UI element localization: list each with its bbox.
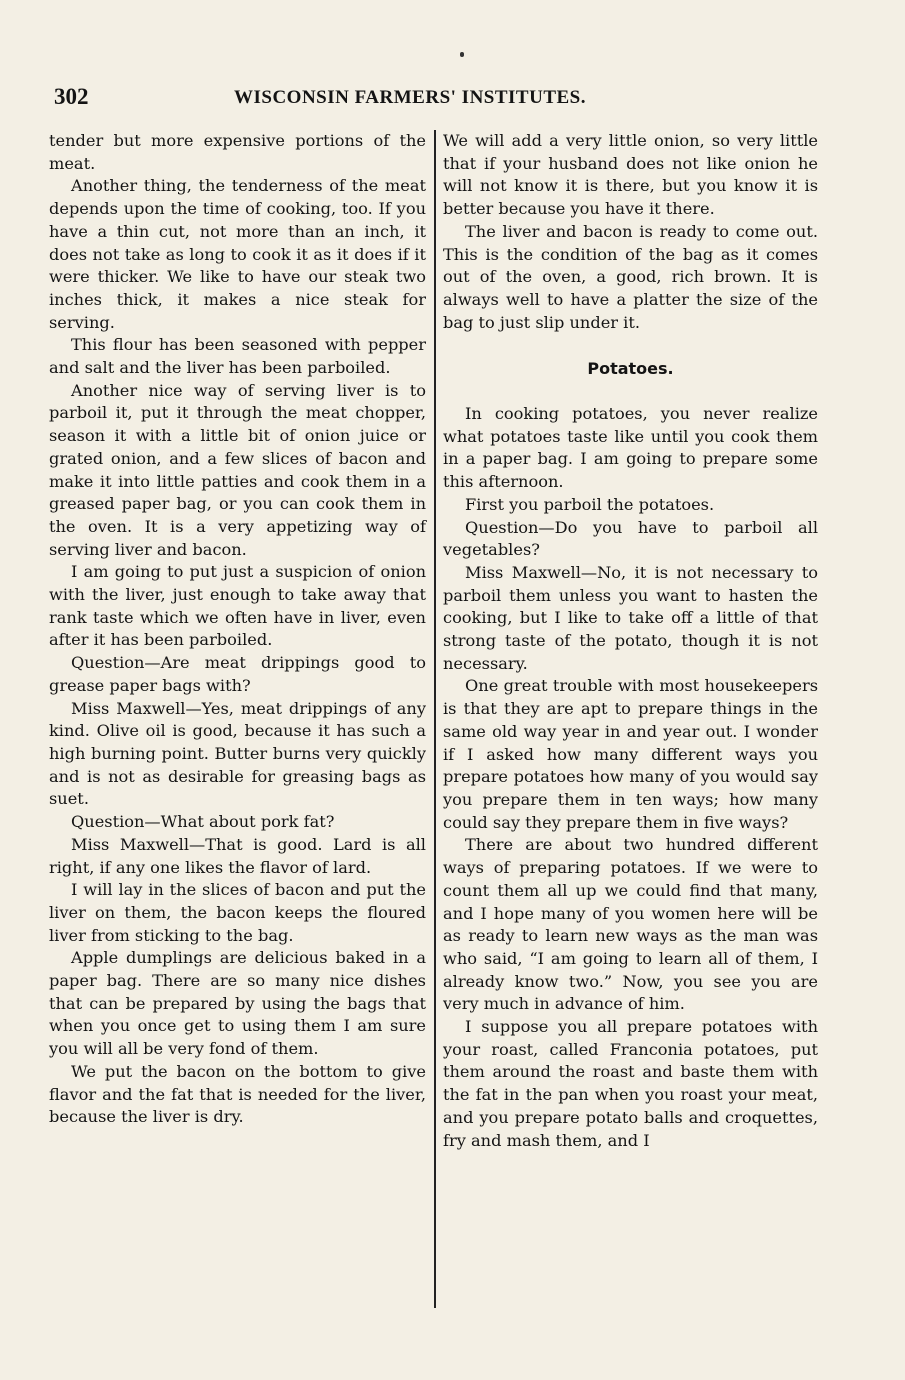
paragraph: Question—Are meat drippings good to grease paper bags with? (49, 653, 426, 695)
paragraph: Miss Maxwell—Yes, meat drippings of any kind. Olive oil is good, because it has such a high burning point. Butter burns very quickly and is not as desirable for greasing bags as suet. (49, 698, 426, 809)
paragraph: Question—Do you have to parboil all vegetables? (443, 517, 818, 560)
page-header (54, 84, 854, 118)
paragraph: Miss Maxwell—That is good. Lard is all right, if any one likes the flavor of lard. (49, 834, 426, 877)
paragraph: Another nice way of serving liver is to parboil it, put it through the meat chopper, season it with a little bit of onion juice or grated onion, and a few slices of bacon and make it into little patties and cook them in a greased paper bag, or you can cook them in the oven. It is a very appetizing way of serving liver and bacon. (49, 380, 426, 559)
column-divider (434, 130, 436, 1308)
page-number: 302 (54, 84, 89, 109)
paragraph: Miss Maxwell—No, it is not necessary to parboil them unless you want to hasten the cooking, but I like to take off a little of that strong taste of the potato, though it is not necessary. (443, 562, 818, 673)
running-head: WISCONSIN FARMERS' INSTITUTES. (234, 87, 586, 108)
paragraph: We will add a very little onion, so very little that if your husband does not like onion he will not know it is there, but you know it is better because you have it there. (443, 131, 818, 219)
paragraph: I will lay in the slices of bacon and put the liver on them, the bacon keeps the floured liver from sticking to the bag. (49, 880, 426, 945)
paragraph: In cooking potatoes, you never realize what potatoes taste like until you cook them in a paper bag. I am going to prepare some this afternoon. (443, 404, 818, 492)
right-column (443, 130, 818, 1152)
paragraph: I suppose you all prepare potatoes with your roast, called Franconia potatoes, put them around the roast and baste them with the fat in the pan when you roast your meat, and you prepare potato balls and croquettes, fry and mash them, and I (443, 1017, 818, 1150)
paragraph: This flour has been seasoned with pepper and salt and the liver has been parboiled. (49, 335, 426, 378)
paragraph: One great trouble with most housekeepers is that they are apt to prepare things in the same old way year in and year out. I wonder if I asked how many different ways you prepare potatoes how many of you would say you prepare them in ten ways; how many could say they prepare them in five ways? (443, 676, 818, 832)
section-heading: Potatoes. (587, 359, 674, 379)
paragraph: Another thing, the tenderness of the meat depends upon the time of cooking, too. If you have a thin cut, not more than an inch, it does not take as long to cook it as it does if it were thicker. We like to have our steak two inches thick, it makes a nice steak for serving. (49, 176, 426, 332)
paragraph: tender but more expensive portions of the meat. (49, 131, 426, 173)
left-column (49, 130, 426, 1129)
paragraph: I am going to put just a suspicion of onion with the liver, just enough to take away that rank taste which we often have in liver, even after it has been parboiled. (49, 562, 426, 650)
paragraph: There are about two hundred different ways of preparing potatoes. If we were to count them all up we could find that many, and I hope many of you women here will be as ready to learn new ways as the man was who said, “I am going to learn all of them, I already know two.” Now, you see you are very much in advance of him. (443, 835, 818, 1014)
paragraph: Apple dumplings are delicious baked in a paper bag. There are so many nice dishes that can be prepared by using the bags that when you once get to using them I am sure you will all be very fond of them. (49, 948, 426, 1059)
ink-speck (460, 52, 464, 57)
paragraph: We put the bacon on the bottom to give flavor and the fat that is needed for the liver, because the liver is dry. (49, 1061, 426, 1127)
paragraph: The liver and bacon is ready to come out. This is the condition of the bag as it comes out of the oven, a good, rich brown. It is always well to have a platter the size of the bag to just slip under it. (443, 221, 818, 332)
paragraph: Question—What about pork fat? (71, 812, 335, 832)
paragraph: First you parboil the potatoes. (465, 494, 715, 514)
